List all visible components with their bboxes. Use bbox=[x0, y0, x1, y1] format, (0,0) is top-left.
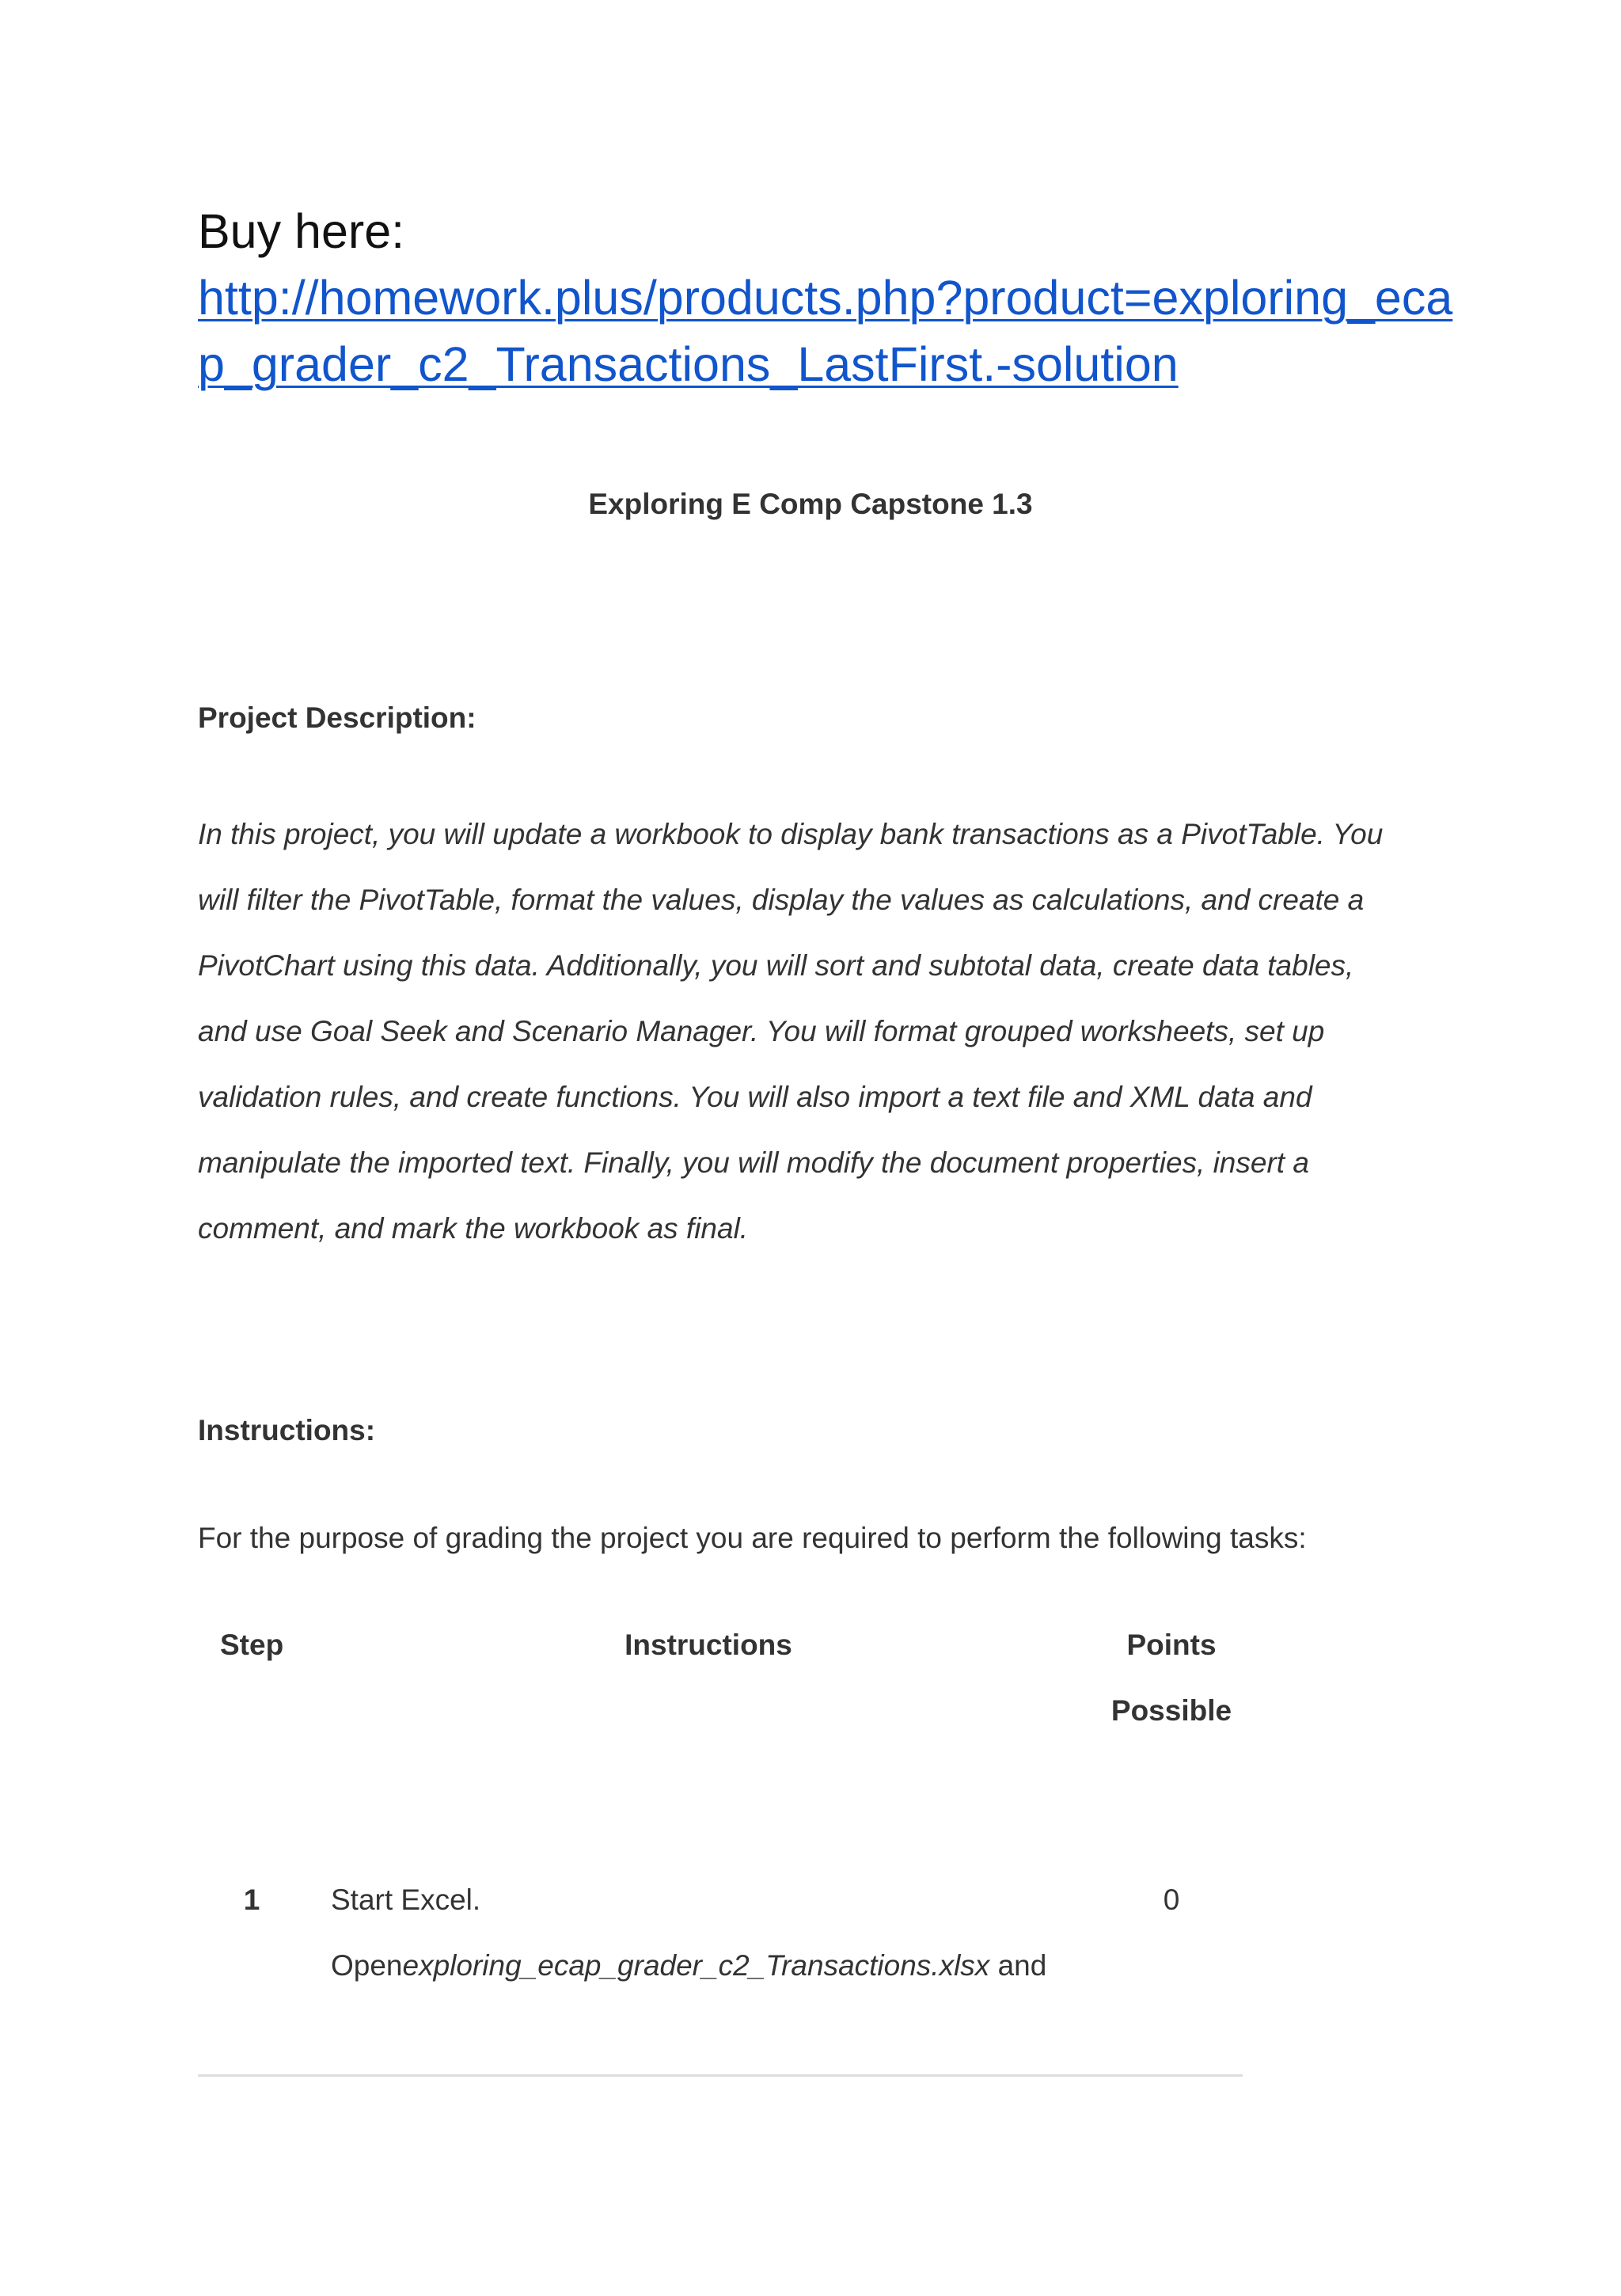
description-line: comment, and mark the workbook as final. bbox=[198, 1212, 749, 1245]
buy-link[interactable]: http://homework.plus/products.php?product=exploring_ecap_grader_c2_Transactions_LastFirst.-solution bbox=[198, 271, 1453, 391]
instruction-line bbox=[331, 1933, 1083, 1998]
buy-here-label: Buy here: bbox=[198, 204, 405, 258]
description-line: and use Goal Seek and Scenario Manager. You will format grouped worksheets, set up bbox=[198, 1015, 1325, 1047]
description-line: manipulate the imported text. Finally, you will modify the document properties, insert a bbox=[198, 1146, 1309, 1179]
instruction-suffix: and bbox=[989, 1949, 1047, 1982]
table-divider bbox=[198, 2074, 1243, 2077]
table-row-instructions bbox=[331, 1867, 1083, 1998]
table-header-step: Step bbox=[220, 1629, 284, 1661]
document-title: Exploring E Comp Capstone 1.3 bbox=[588, 488, 1033, 520]
description-line: In this project, you will update a workbook to display bank transactions as a PivotTable. You bbox=[198, 818, 1384, 850]
points-header-line1: Points bbox=[1126, 1629, 1217, 1661]
description-line: PivotChart using this data. Additionally, you will sort and subtotal data, create data tables, bbox=[198, 949, 1354, 982]
table-header-instructions: Instructions bbox=[624, 1629, 792, 1661]
instruction-open-word: Open bbox=[331, 1949, 403, 1982]
description-line: will filter the PivotTable, format the values, display the values as calculations, and create a bbox=[198, 884, 1365, 916]
project-description bbox=[198, 801, 1433, 1261]
table-row-points: 0 bbox=[1163, 1884, 1180, 1916]
project-description-heading: Project Description: bbox=[198, 701, 476, 734]
points-header-line2: Possible bbox=[1110, 1694, 1232, 1727]
instruction-line: Start Excel. bbox=[331, 1884, 481, 1916]
instruction-filename: exploring_ecap_grader_c2_Transactions.xlsx bbox=[402, 1949, 990, 1982]
description-line: validation rules, and create functions. You will also import a text file and XML data and bbox=[198, 1081, 1312, 1113]
table-row-step: 1 bbox=[243, 1884, 260, 1916]
grading-intro: For the purpose of grading the project you are required to perform the following tasks: bbox=[198, 1522, 1307, 1554]
table-header-points bbox=[1084, 1612, 1258, 1743]
instructions-heading: Instructions: bbox=[198, 1414, 376, 1446]
